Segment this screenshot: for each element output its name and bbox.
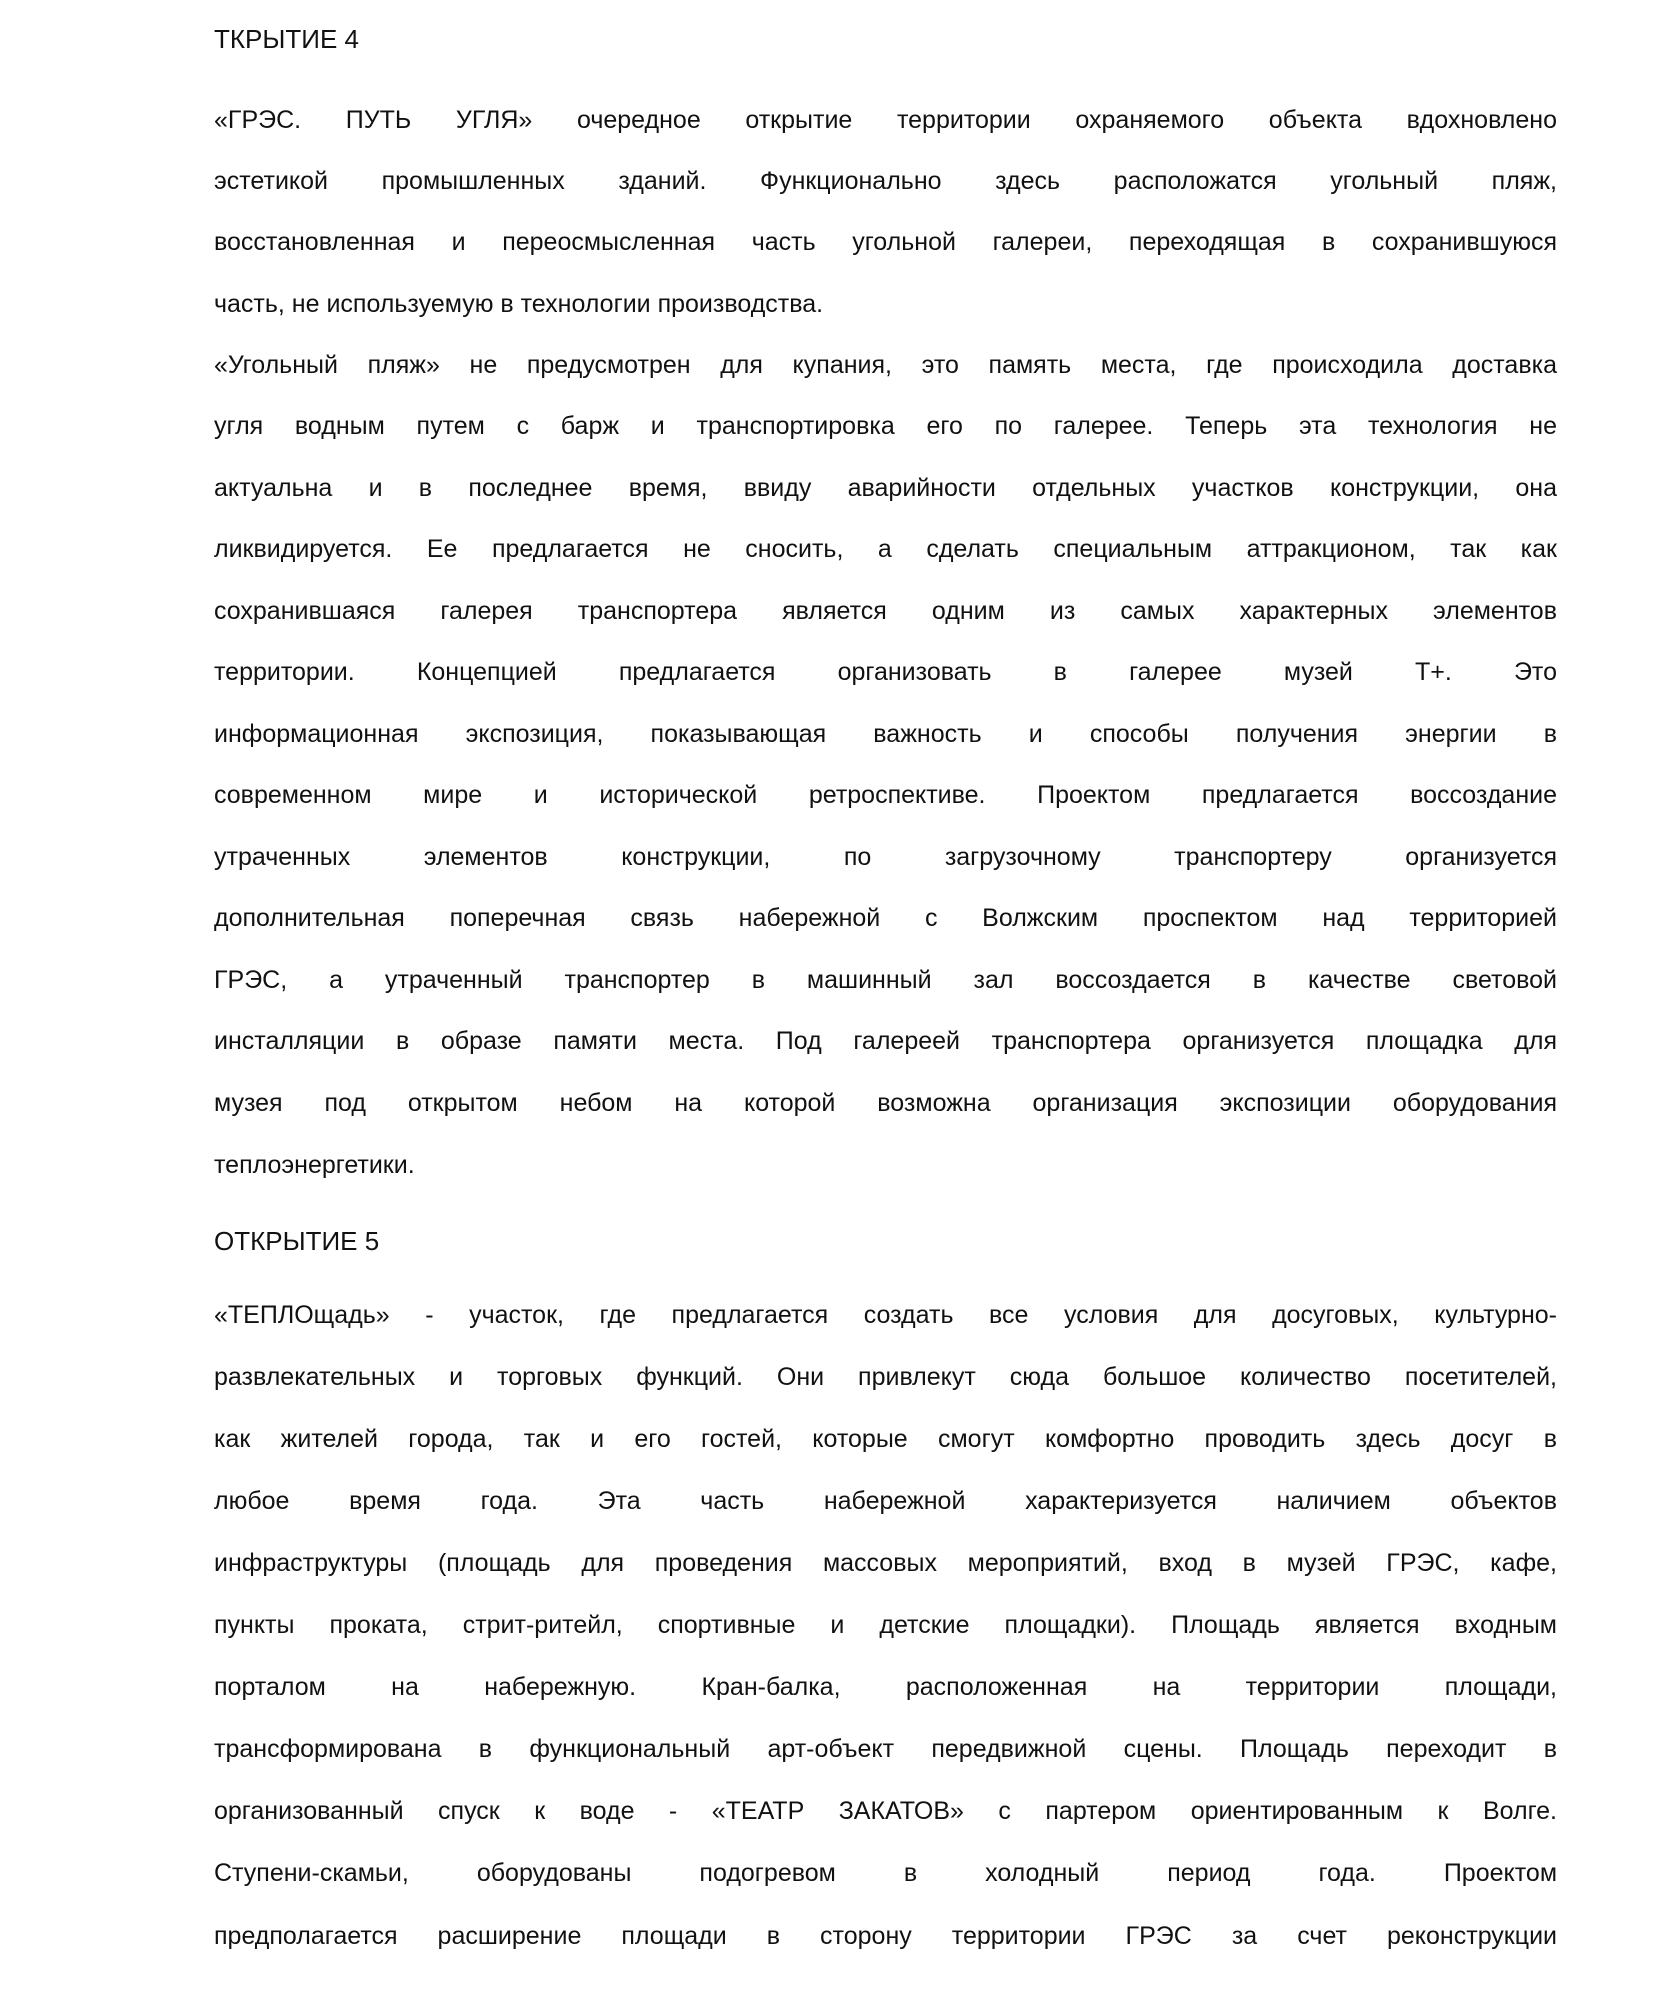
text-line: утраченных элементов конструкции, по загрузочному транспортеру организуется: [214, 843, 1557, 871]
text-line: ГРЭС, а утраченный транспортер в машинный зал воссоздается в качестве световой: [214, 966, 1557, 994]
text-line: инфраструктуры (площадь для проведения массовых мероприятий, вход в музей ГРЭС, кафе,: [214, 1549, 1557, 1577]
text-line: организованный спуск к воде - «ТЕАТР ЗАКАТОВ» с партером ориентированным к Волге.: [214, 1797, 1557, 1825]
text-line: трансформирована в функциональный арт-объект передвижной сцены. Площадь переходит в: [214, 1735, 1557, 1763]
text-line: «Угольный пляж» не предусмотрен для купания, это память места, где происходила доставка: [214, 351, 1557, 379]
text-line: пункты проката, стрит-ритейл, спортивные и детские площадки). Площадь является входным: [214, 1611, 1557, 1639]
text-line: территории. Концепцией предлагается организовать в галерее музей Т+. Это: [214, 658, 1557, 686]
text-line: Ступени-скамьи, оборудованы подогревом в холодный период года. Проектом: [214, 1859, 1557, 1887]
text-line: эстетикой промышленных зданий. Функционально здесь расположатся угольный пляж,: [214, 167, 1557, 195]
text-line: инсталляции в образе памяти места. Под галереей транспортера организуется площадка для: [214, 1027, 1557, 1055]
text-line: угля водным путем с барж и транспортировка его по галерее. Теперь эта технология не: [214, 412, 1557, 440]
text-line: «ГРЭС. ПУТЬ УГЛЯ» очередное открытие территории охраняемого объекта вдохновлено: [214, 106, 1557, 134]
text-line: дополнительная поперечная связь набережной с Волжским проспектом над территорией: [214, 904, 1557, 932]
text-line: ликвидируется. Ее предлагается не сносить, а сделать специальным аттракционом, так как: [214, 535, 1557, 563]
text-line: как жителей города, так и его гостей, которые смогут комфортно проводить здесь досуг в: [214, 1425, 1557, 1453]
text-line: современном мире и исторической ретроспективе. Проектом предлагается воссоздание: [214, 781, 1557, 809]
text-line: музея под открытом небом на которой возможна организация экспозиции оборудования: [214, 1089, 1557, 1117]
text-line: развлекательных и торговых функций. Они привлекут сюда большое количество посетителей,: [214, 1363, 1557, 1391]
text-line: восстановленная и переосмысленная часть угольной галереи, переходящая в сохранившуюся: [214, 228, 1557, 256]
text-line: «ТЕПЛОщадь» - участок, где предлагается создать все условия для досуговых, культурно-: [214, 1301, 1557, 1329]
text-line: информационная экспозиция, показывающая важность и способы получения энергии в: [214, 720, 1557, 748]
text-line: любое время года. Эта часть набережной характеризуется наличием объектов: [214, 1487, 1557, 1515]
text-line: актуальна и в последнее время, ввиду аварийности отдельных участков конструкции, она: [214, 474, 1557, 502]
text-line: порталом на набережную. Кран-балка, расположенная на территории площади,: [214, 1673, 1557, 1701]
text-line: сохранившаяся галерея транспортера является одним из самых характерных элементов: [214, 597, 1557, 625]
section-heading: ТКРЫТИЕ 4: [214, 24, 359, 54]
section-heading: ОТКРЫТИЕ 5: [214, 1226, 380, 1256]
text-line: часть, не используемую в технологии производства.: [214, 290, 824, 318]
text-line: теплоэнергетики.: [214, 1151, 415, 1179]
text-line: предполагается расширение площади в сторону территории ГРЭС за счет реконструкции: [214, 1922, 1557, 1950]
